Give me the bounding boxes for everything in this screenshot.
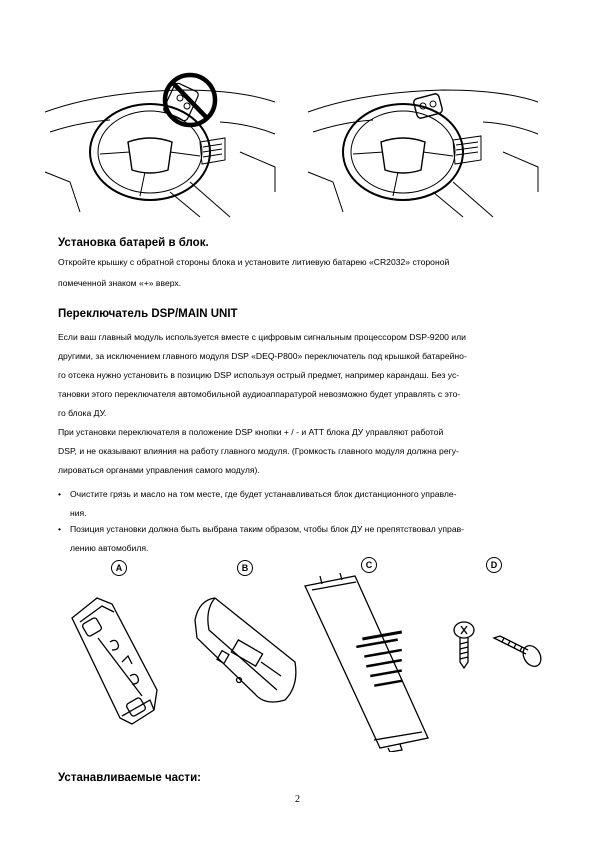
screws-illustration [448,618,548,678]
text-line: другими, за исключением главного модуля DSP «DEQ-P800» переключатель под крышкой батарейно- [58,351,467,361]
text-line: го блока ДУ. [58,408,107,418]
text-line: помеченной знаком «+» вверх. [58,277,182,288]
text-line: го отсека нужно установить в позицию DSP используя острый предмет, например карандаш. Без ус- [58,370,460,380]
dsp-switch-paragraph [58,328,538,480]
bullet-icon: • [58,489,62,499]
text-line: ния. [70,507,87,518]
mounting-bracket-illustration [62,590,172,730]
adhesive-strip-illustration [300,572,440,752]
remote-holder-illustration [185,590,305,710]
battery-paragraph [58,255,538,291]
part-label-d: D [486,557,502,573]
bullet-icon: • [58,524,62,534]
text-line: тановки этого переключателя автомобильной аудиоаппаратурой невозможно будет управлять с это- [58,389,461,399]
dsp-switch-heading: Переключатель DSP/MAIN UNIT [58,308,238,320]
part-label-c: C [361,557,377,573]
page-number: 2 [295,794,300,805]
text-line: лироваться органами управления самого модуля). [58,465,260,475]
text-line: лению автомобиля. [70,542,149,553]
text-line: Очистите грязь и масло на том месте, где будет устанавливаться блок дистанционного управле- [70,489,457,499]
part-label-a: A [111,560,127,576]
text-line: Откройте крышку с обратной стороны блока и установите литиевую батарею «CR2032» стороной [58,257,450,267]
text-line: При установки переключателя в положение DSP кнопки + / - и ATT блока ДУ управляют работой [58,427,444,437]
text-line: DSP, и не оказывают влияния на работу главного модуля. (Громкость главного модуля должна регу- [58,446,459,456]
battery-heading: Установка батарей в блок. [58,237,209,249]
steering-wheel-mounted-illustration [303,72,543,222]
parts-heading: Устанавливаемые части: [58,772,201,784]
steering-wheel-prohibited-illustration [40,72,280,222]
text-line: Если ваш главный модуль используется вместе с цифровым сигнальным процессором DSP-9200 или [58,332,466,342]
part-label-b: B [237,560,253,576]
text-line: Позиция установки должна быть выбрана таким образом, чтобы блок ДУ не препятствовал управ- [70,524,465,534]
